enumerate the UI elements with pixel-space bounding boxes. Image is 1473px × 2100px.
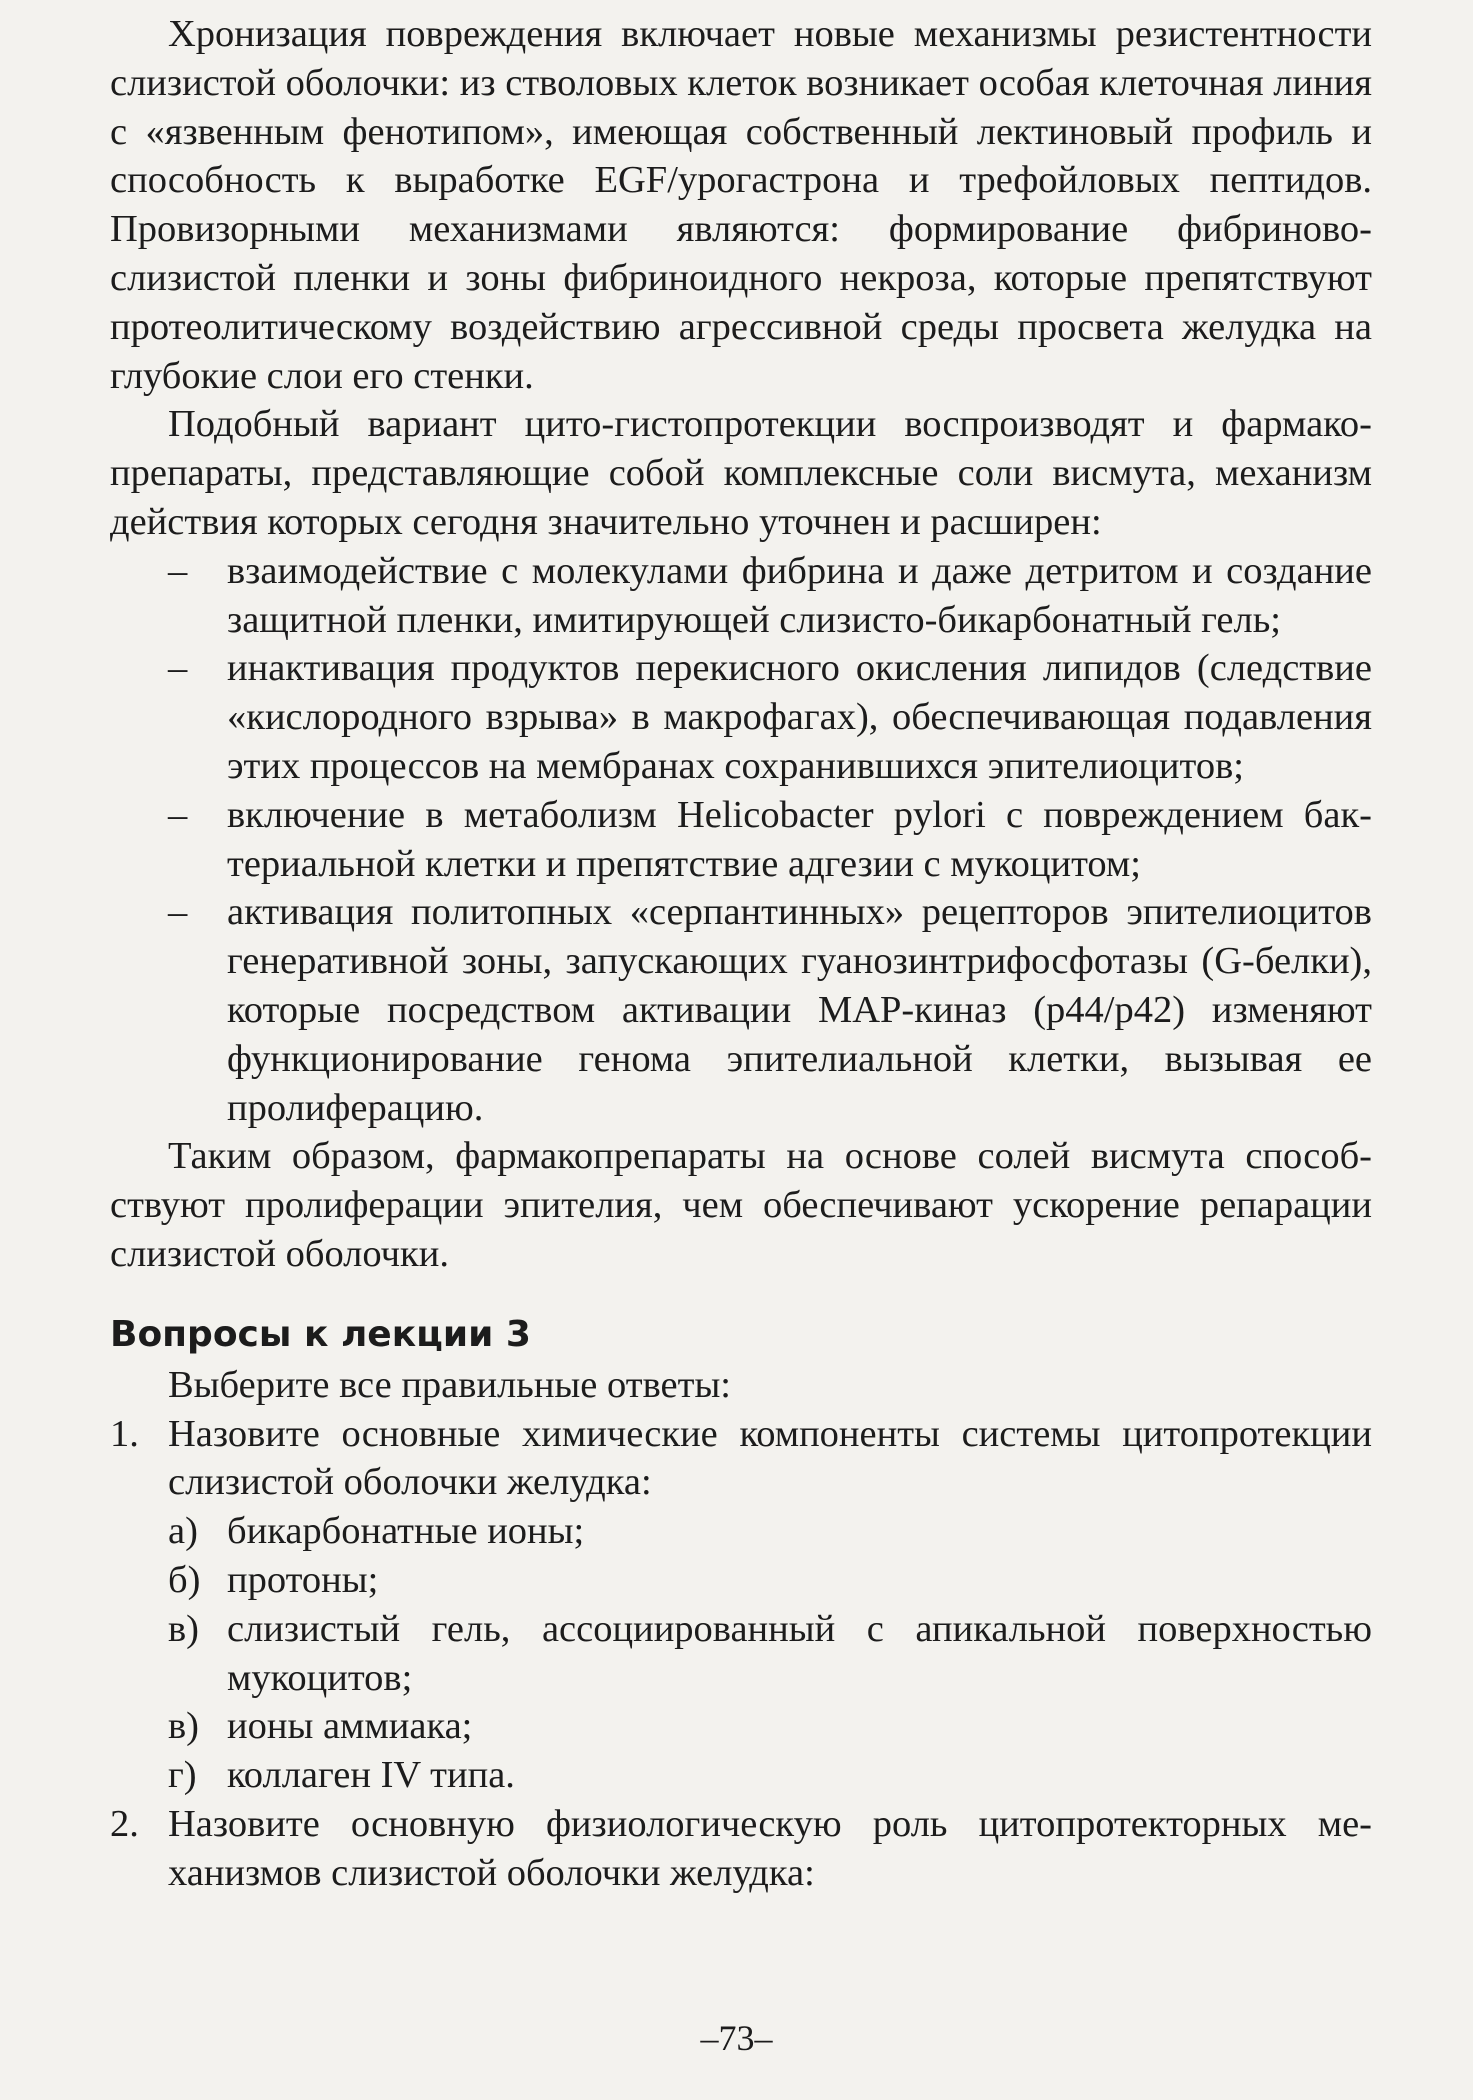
question-1 bbox=[110, 1410, 1372, 1508]
question-2 bbox=[110, 1800, 1372, 1898]
question-number: 1. bbox=[110, 1412, 139, 1455]
page-content bbox=[110, 10, 1372, 1897]
question-text: Назовите основную физиологическую роль цитопротекторных механизмов слизистой оболочки желудка: bbox=[168, 1802, 1372, 1894]
section-heading: Вопросы к лекции 3 bbox=[110, 1313, 531, 1355]
paragraph-chronization: Хронизация повреждения включает новые механизмы резистентности слизистой оболочки: из стволовых клеток возникает особая клеточная линия с «язвенным фенотипом», имеющая собственный лектиновый профиль и способность к выработке EGF/урогастрона и трефойловых пептидов. Провизорными механизмами являются: формирование фибриново-слизистой пленки и зоны фибриноидного некроза, которые препятствуют протеолитическому воздействию агрессивной среды просвета желудка на глубокие слои его стенки. bbox=[110, 13, 1372, 397]
dash-marker: – bbox=[168, 891, 188, 934]
list-item bbox=[110, 791, 1372, 889]
question-number: 2. bbox=[110, 1802, 139, 1845]
answer-option bbox=[110, 1507, 1372, 1556]
option-letter: в) bbox=[168, 1705, 199, 1748]
option-text: бикарбонатные ионы; bbox=[227, 1510, 585, 1553]
list-item-text: инактивация продуктов перекисного окисления липидов (следствие «кислородного взрыва» в макрофагах), обеспечивающая подавления этих процессов на мембранах сохранившихся эпителиоцитов; bbox=[227, 647, 1372, 787]
answer-option bbox=[110, 1751, 1372, 1800]
page-number: –73– bbox=[700, 2018, 773, 2058]
answer-option bbox=[110, 1702, 1372, 1751]
list-item-text: активация политопных «серпантинных» рецепторов эпителиоцитов генеративной зоны, запускающих гуанозинтрифосфотазы (G-белки), которые посредством активации MAP-киназ (p44/p42) изменяют функционирование генома эпителиальной клетки, вызывая ее пролиферацию. bbox=[227, 891, 1372, 1129]
list-item-text: включение в метаболизм Helicobacter pylori с повреждением бактериальной клетки и препятствие адгезии с мукоцитом; bbox=[227, 793, 1372, 885]
option-letter: б) bbox=[168, 1558, 201, 1601]
dash-marker: – bbox=[168, 647, 188, 690]
list-item bbox=[110, 644, 1372, 790]
instruction-text: Выберите все правильные ответы: bbox=[168, 1363, 732, 1406]
option-text: протоны; bbox=[227, 1558, 379, 1601]
paragraph-conclusion: Таким образом, фармакопрепараты на основе солей висмута способствуют пролиферации эпителия, чем обеспечивают ускорение репарации слизистой оболочки. bbox=[110, 1135, 1372, 1275]
dash-marker: – bbox=[168, 793, 188, 836]
option-letter: в) bbox=[168, 1607, 199, 1650]
list-item bbox=[110, 888, 1372, 1132]
list-item-text: взаимодействие с молекулами фибрина и даже детритом и создание защитной пленки, имитирующей слизисто-бикарбонатный гель; bbox=[227, 549, 1372, 641]
option-text: слизистый гель, ассоциированный с апикальной поверхностью мукоцитов; bbox=[227, 1607, 1372, 1699]
option-text: коллаген IV типа. bbox=[227, 1754, 515, 1797]
paragraph-bismuth-intro: Подобный вариант цито-гистопротекции воспроизводят и фармакопрепараты, представляющие собой комплексные соли висмута, механизм действия которых сегодня значительно уточнен и расширен: bbox=[110, 403, 1372, 543]
mechanism-list bbox=[110, 547, 1372, 1133]
answer-option bbox=[110, 1556, 1372, 1605]
option-text: ионы аммиака; bbox=[227, 1705, 473, 1748]
answer-option bbox=[110, 1605, 1372, 1703]
option-letter: а) bbox=[168, 1510, 198, 1553]
dash-marker: – bbox=[168, 549, 188, 592]
option-letter: г) bbox=[168, 1754, 197, 1797]
question-text: Назовите основные химические компоненты системы цитопротекции слизистой оболочки желудка: bbox=[168, 1412, 1372, 1504]
list-item bbox=[110, 547, 1372, 645]
